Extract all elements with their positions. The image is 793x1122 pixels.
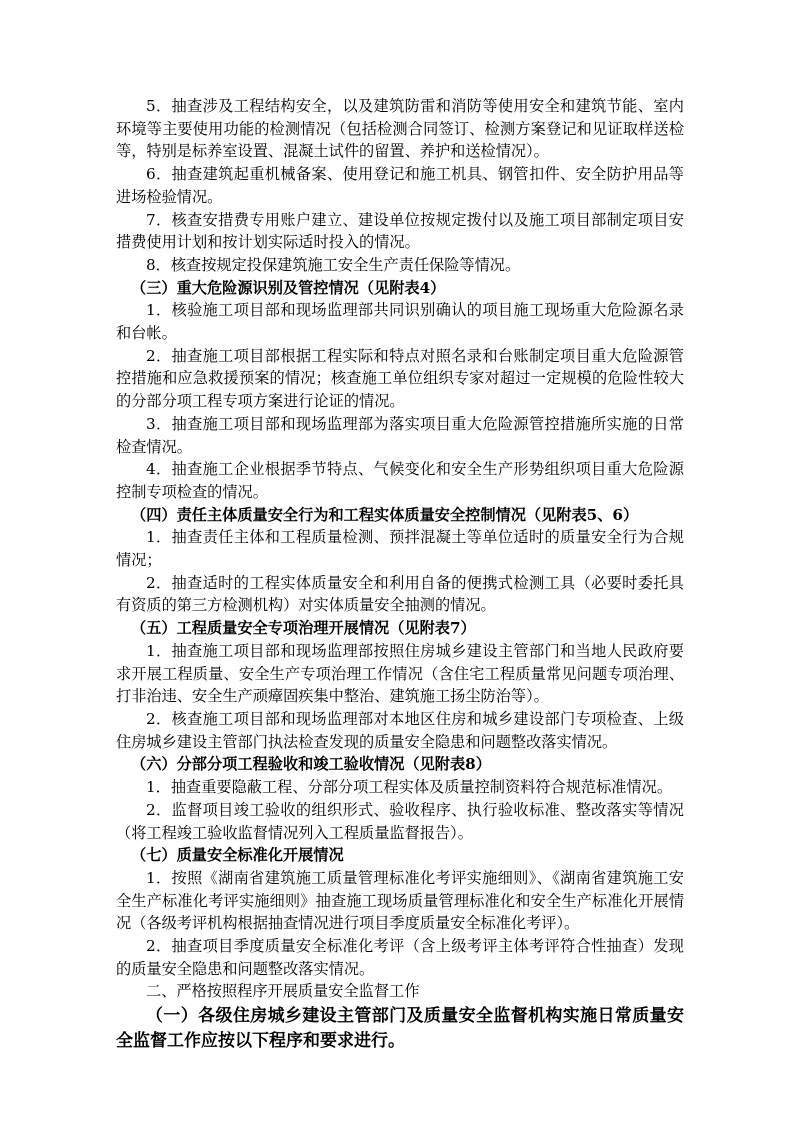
section-heading-3: （三）重大危险源识别及管控情况（见附表4） (131, 278, 446, 297)
document-body (116, 95, 684, 1053)
chapter-heading-2: 二、严格按照程序开展质量安全监督工作 (146, 982, 420, 1001)
paragraph-item-5-1: 1．抽查施工项目部和现场监理部按照住房城乡建设主管部门和当地人民政府要求开展工程质量、安全生产专项治理工作情况（含住宅工程质量常见问题专项治理、打非治违、安全生产顽瘴固疾集中整治、建筑施工扬尘防治等）。 (116, 641, 684, 706)
paragraph-item-3-3: 3．抽查施工项目部和现场监理部为落实项目重大危险源管控措施所实施的日常检查情况。 (116, 414, 684, 456)
paragraph-item-3-2: 2．抽查施工项目部根据工程实际和特点对照名录和台账制定项目重大危险源管控措施和应急救援预案的情况；核查施工单位组织专家对超过一定规模的危险性较大的分部分项工程专项方案进行论证的情况。 (116, 346, 684, 411)
paragraph-item-7-2: 2．抽查项目季度质量安全标准化考评（含上级考评主体考评符合性抽查）发现的质量安全隐患和问题整改落实情况。 (116, 937, 684, 978)
section-heading-7: （七）质量安全标准化开展情况 (131, 846, 344, 865)
paragraph-item-6: 6．抽查建筑起重机械备案、使用登记和施工机具、钢管扣件、安全防护用品等进场检验情况。 (116, 165, 684, 206)
subsection-heading-1: （一）各级住房城乡建设主管部门及质量安全监督机构实施日常质量安全监督工作应按以下程序和要求进行。 (116, 1006, 684, 1051)
paragraph-item-5: 5．抽查涉及工程结构安全，以及建筑防雷和消防等使用安全和建筑节能、室内环境等主要使用功能的检测情况（包括检测合同签订、检测方案登记和见证取样送检等，特别是标养室设置、混凝土试件的留置、养护和送检情况）。 (116, 97, 684, 161)
section-heading-6: （六）分部分项工程验收和竣工验收情况（见附表8） (131, 755, 491, 774)
paragraph-item-8: 8．核查按规定投保建筑施工安全生产责任保险等情况。 (146, 255, 521, 274)
paragraph-item-7-1: 1．按照《湖南省建筑施工质量管理标准化考评实施细则》、《湖南省建筑施工安全生产标准化考评实施细则》抽查施工现场质量管理标准化和安全生产标准化开展情况（各级考评机构根据抽查情况进行项目季度质量安全标准化考评）。 (116, 868, 684, 933)
paragraph-item-7: 7．核查安措费专用账户建立、建设单位按规定拨付以及施工项目部制定项目安措费使用计划和按计划实际适时投入的情况。 (116, 210, 684, 252)
paragraph-item-4-1: 1．抽查责任主体和工程质量检测、预拌混凝土等单位适时的质量安全行为合规情况； (116, 528, 684, 570)
paragraph-item-4-2: 2．抽查适时的工程实体质量安全和利用自备的便携式检测工具（必要时委托具有资质的第三方检测机构）对实体质量安全抽测的情况。 (116, 573, 684, 615)
paragraph-item-5-2: 2．核查施工项目部和现场监理部对本地区住房和城乡建设部门专项检查、上级住房城乡建设主管部门执法检查发现的质量安全隐患和问题整改落实情况。 (116, 709, 684, 751)
paragraph-item-3-1: 1．核验施工项目部和现场监理部共同识别确认的项目施工现场重大危险源名录和台帐。 (116, 301, 684, 343)
paragraph-item-6-1: 1．抽查重要隐蔽工程、分部分项工程实体及质量控制资料符合规范标准情况。 (146, 778, 673, 797)
paragraph-item-6-2: 2．监督项目竣工验收的组织形式、验收程序、执行验收标准、整改落实等情况（将工程竣工验收监督情况列入工程质量监督报告）。 (116, 800, 684, 842)
section-heading-5: （五）工程质量安全专项治理开展情况（见附表7） (131, 619, 476, 638)
section-heading-4: （四）责任主体质量安全行为和工程实体质量安全控制情况（见附表5、6） (131, 505, 639, 524)
paragraph-item-3-4: 4．抽查施工企业根据季节特点、气候变化和安全生产形势组织项目重大危险源控制专项检查的情况。 (116, 460, 684, 501)
